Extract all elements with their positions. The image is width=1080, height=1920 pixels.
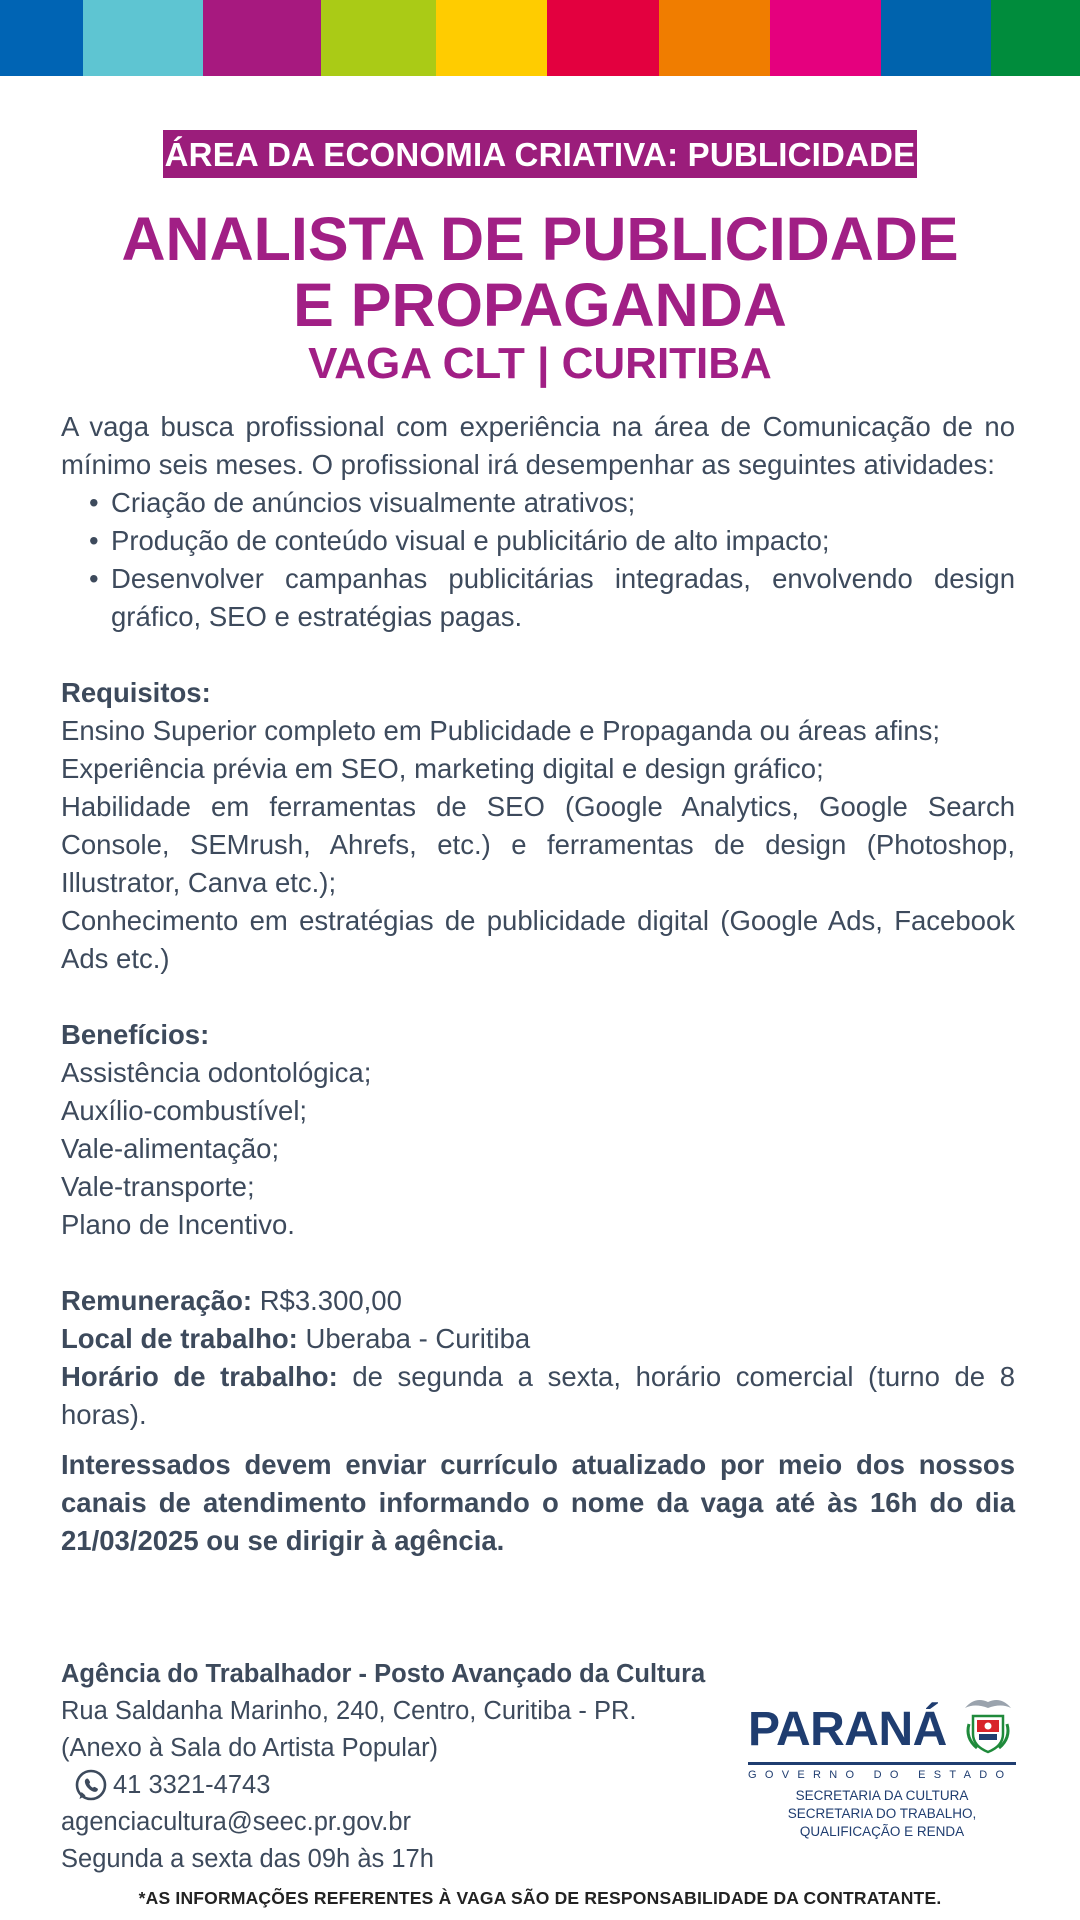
logo-secretariats (748, 1787, 1016, 1841)
hours-label: Horário de trabalho: (61, 1361, 338, 1392)
area-tag (0, 130, 1080, 178)
stripe-segment (770, 0, 881, 76)
phone-number: 41 3321-4743 (113, 1771, 271, 1799)
location-label: Local de trabalho: (61, 1323, 298, 1354)
benefits-heading: Benefícios: (61, 1019, 210, 1050)
salary-line (61, 1282, 1015, 1320)
agency-address: Rua Saldanha Marinho, 240, Centro, Curitiba - PR. (61, 1697, 637, 1725)
secretariat-line: QUALIFICAÇÃO E RENDA (799, 1824, 965, 1839)
salary-value: R$3.300,00 (259, 1285, 402, 1316)
logo-wordmark: PARANÁ (748, 1703, 947, 1756)
secretariat-line: SECRETARIA DA CULTURA (795, 1788, 969, 1803)
requirement-item: Ensino Superior completo em Publicidade e Propaganda ou áreas afins; (61, 715, 941, 746)
location-value: Uberaba - Curitiba (305, 1323, 531, 1354)
activity-item: • Criação de anúncios visualmente atrativos; (89, 484, 1015, 522)
coat-of-arms-icon (961, 1694, 1015, 1758)
stripe-segment (83, 0, 203, 76)
email-link[interactable]: agenciacultura@seec.pr.gov.br (61, 1808, 412, 1836)
whatsapp-icon (73, 1768, 109, 1804)
agency-annex: (Anexo à Sala do Artista Popular) (61, 1734, 439, 1762)
stripe-segment (436, 0, 547, 76)
hours-line (61, 1358, 1015, 1434)
stripe-segment (321, 0, 436, 76)
stripe-segment (991, 0, 1080, 76)
secretariat-line: SECRETARIA DO TRABALHO, (787, 1806, 977, 1821)
parana-government-logo (748, 1700, 1016, 1841)
phone-line[interactable] (61, 1767, 741, 1804)
stripe-segment (659, 0, 770, 76)
stripe-segment (881, 0, 991, 76)
benefit-item: Plano de Incentivo. (61, 1209, 295, 1240)
salary-label: Remuneração: (61, 1285, 253, 1316)
area-tag-label: ÁREA DA ECONOMIA CRIATIVA: PUBLICIDADE (163, 130, 918, 178)
location-line (61, 1320, 1015, 1358)
benefit-item: Vale-transporte; (61, 1171, 255, 1202)
job-title-line-2: E PROPAGANDA (293, 271, 787, 339)
requirement-item: Experiência prévia em SEO, marketing digital e design gráfico; (61, 753, 824, 784)
requirement-item: Conhecimento em estratégias de publicidade digital (Google Ads, Facebook Ads etc.) (61, 905, 1015, 974)
benefit-item: Vale-alimentação; (61, 1133, 280, 1164)
activity-item: • Desenvolver campanhas publicitárias integradas, envolvendo design gráfico, SEO e estratégias pagas. (89, 560, 1015, 636)
office-hours: Segunda a sexta das 09h às 17h (61, 1845, 434, 1873)
requirement-item: Habilidade em ferramentas de SEO (Google Analytics, Google Search Console, SEMrush, Ahrefs, etc.) e ferramentas de design (Photoshop, Illustrator, Canva etc.); (61, 791, 1015, 898)
requirements-heading: Requisitos: (61, 677, 211, 708)
hours-value: de segunda a sexta, horário comercial (turno de 8 horas). (61, 1361, 1015, 1430)
job-title-line-1: ANALISTA DE PUBLICIDADE (121, 205, 959, 273)
call-to-action: Interessados devem enviar currículo atualizado por meio dos nossos canais de atendimento informando o nome da vaga até às 16h do dia 21/03/2025 ou se dirigir à agência. (61, 1449, 1015, 1556)
color-stripe-banner (0, 0, 1080, 76)
intro-paragraph: A vaga busca profissional com experiência na área de Comunicação de no mínimo seis meses. O profissional irá desempenhar as seguintes atividades: (61, 411, 1015, 480)
agency-name: Agência do Trabalhador - Posto Avançado da Cultura (61, 1660, 706, 1688)
disclaimer: *AS INFORMAÇÕES REFERENTES À VAGA SÃO DE RESPONSABILIDADE DA CONTRATANTE. (138, 1888, 942, 1908)
job-subtitle: VAGA CLT | CURITIBA (308, 339, 772, 388)
stripe-segment (547, 0, 659, 76)
job-title (0, 206, 1080, 338)
activity-item: • Produção de conteúdo visual e publicitário de alto impacto; (89, 522, 1015, 560)
activities-list (89, 484, 1015, 636)
benefit-item: Assistência odontológica; (61, 1057, 372, 1088)
contact-block (61, 1656, 741, 1878)
benefit-item: Auxílio-combustível; (61, 1095, 308, 1126)
stripe-segment (203, 0, 321, 76)
stripe-segment (0, 0, 83, 76)
job-description (61, 408, 1015, 1560)
logo-government-label: GOVERNO DO ESTADO (748, 1769, 1013, 1781)
